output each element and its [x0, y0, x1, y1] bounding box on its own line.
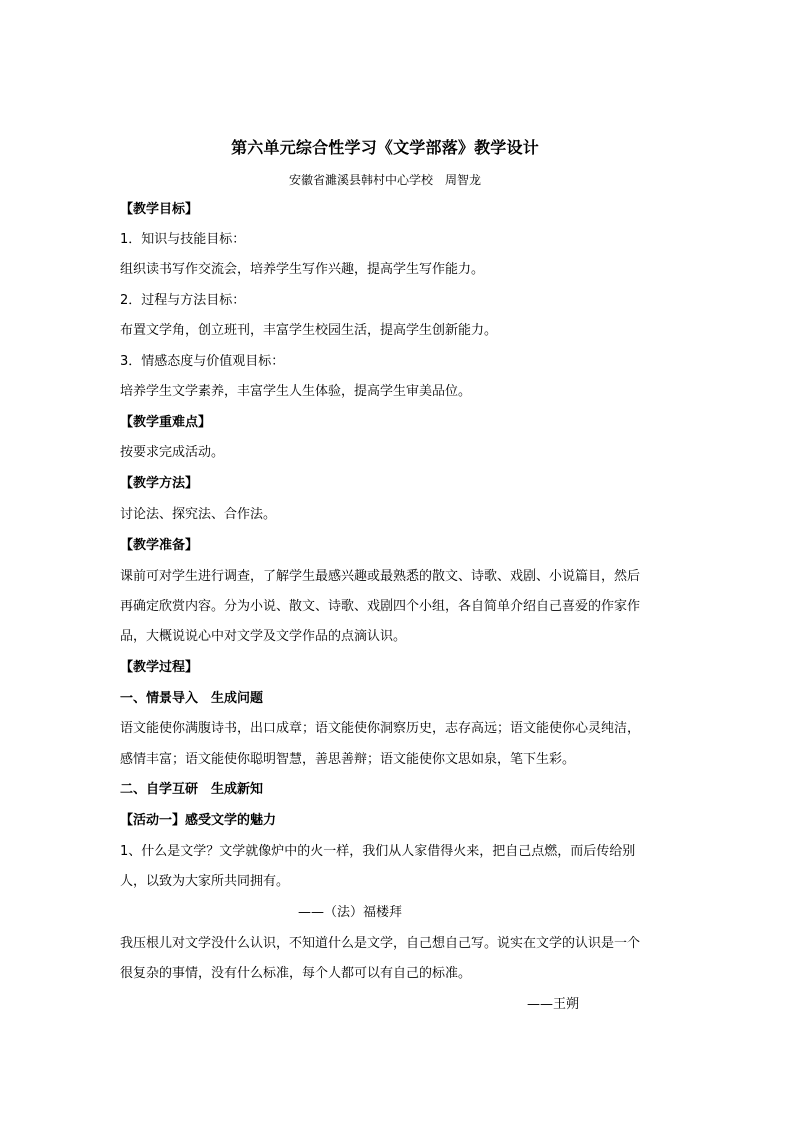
methods-heading: 【教学方法】 — [120, 476, 199, 491]
preparation-line: 课前可对学生进行调查，了解学生最感兴趣或最熟悉的散文、诗歌、戏剧、小说篇目，然后 — [120, 569, 641, 584]
author-line — [0, 171, 770, 188]
quote-2-line: 我压根儿对文学没什么认识，不知道什么是文学，自己想自己写。说实在文学的认识是一个 — [120, 936, 641, 951]
methods-text: 讨论法、探究法、合作法。 — [120, 507, 277, 522]
part-1-line: 感情丰富；语文能使你聪明智慧，善思善辩；语文能使你文思如泉，笔下生彩。 — [120, 752, 576, 767]
quote-1-line: 人，以致为大家所共同拥有。 — [120, 874, 290, 889]
author-name: 周智龙 — [445, 173, 482, 187]
preparation-line: 品，大概说说心中对文学及文学作品的点滴认识。 — [120, 629, 407, 644]
preparation-line: 再确定欣赏内容。分为小说、散文、诗歌、戏剧四个小组，各自简单介绍自己喜爱的作家作 — [120, 599, 641, 614]
process-heading: 【教学过程】 — [120, 660, 199, 675]
quote-2-source: ——王朔 — [527, 997, 580, 1012]
objective-3-text: 培养学生文学素养，丰富学生人生体验，提高学生审美品位。 — [120, 384, 472, 399]
quote-1-source: ——（法）福楼拜 — [298, 905, 403, 920]
author-school: 安徽省濉溪县韩村中心学校 — [288, 173, 433, 187]
quote-1-line: 1、什么是文学？文学就像炉中的火一样，我们从人家借得火来，把自己点燃，而后传给别 — [120, 844, 636, 859]
quote-2-line: 很复杂的事情，没有什么标准，每个人都可以有自己的标准。 — [120, 966, 472, 981]
key-points-heading: 【教学重难点】 — [120, 415, 212, 430]
objectives-heading: 【教学目标】 — [120, 202, 199, 217]
objective-3-label: 3．情感态度与价值观目标： — [120, 354, 285, 369]
activity-1-heading: 【活动一】感受文学的魅力 — [120, 813, 277, 828]
part-1-line: 语文能使你满腹诗书，出口成章；语文能使你洞察历史，志存高远；语文能使你心灵纯洁， — [120, 721, 641, 736]
part-1-heading: 一、情景导入 生成问题 — [120, 691, 264, 706]
preparation-heading: 【教学准备】 — [120, 538, 199, 553]
part-2-heading: 二、自学互研 生成新知 — [120, 782, 264, 797]
objective-1-label: 1．知识与技能目标： — [120, 232, 246, 247]
key-points-text: 按要求完成活动。 — [120, 445, 225, 460]
objective-2-text: 布置文学角，创立班刊，丰富学生校园生活，提高学生创新能力。 — [120, 323, 498, 338]
document-title: 第六单元综合性学习《文学部落》教学设计 — [231, 138, 539, 157]
objective-2-label: 2．过程与方法目标： — [120, 293, 246, 308]
objective-1-text: 组织读书写作交流会，培养学生写作兴趣，提高学生写作能力。 — [120, 262, 485, 277]
